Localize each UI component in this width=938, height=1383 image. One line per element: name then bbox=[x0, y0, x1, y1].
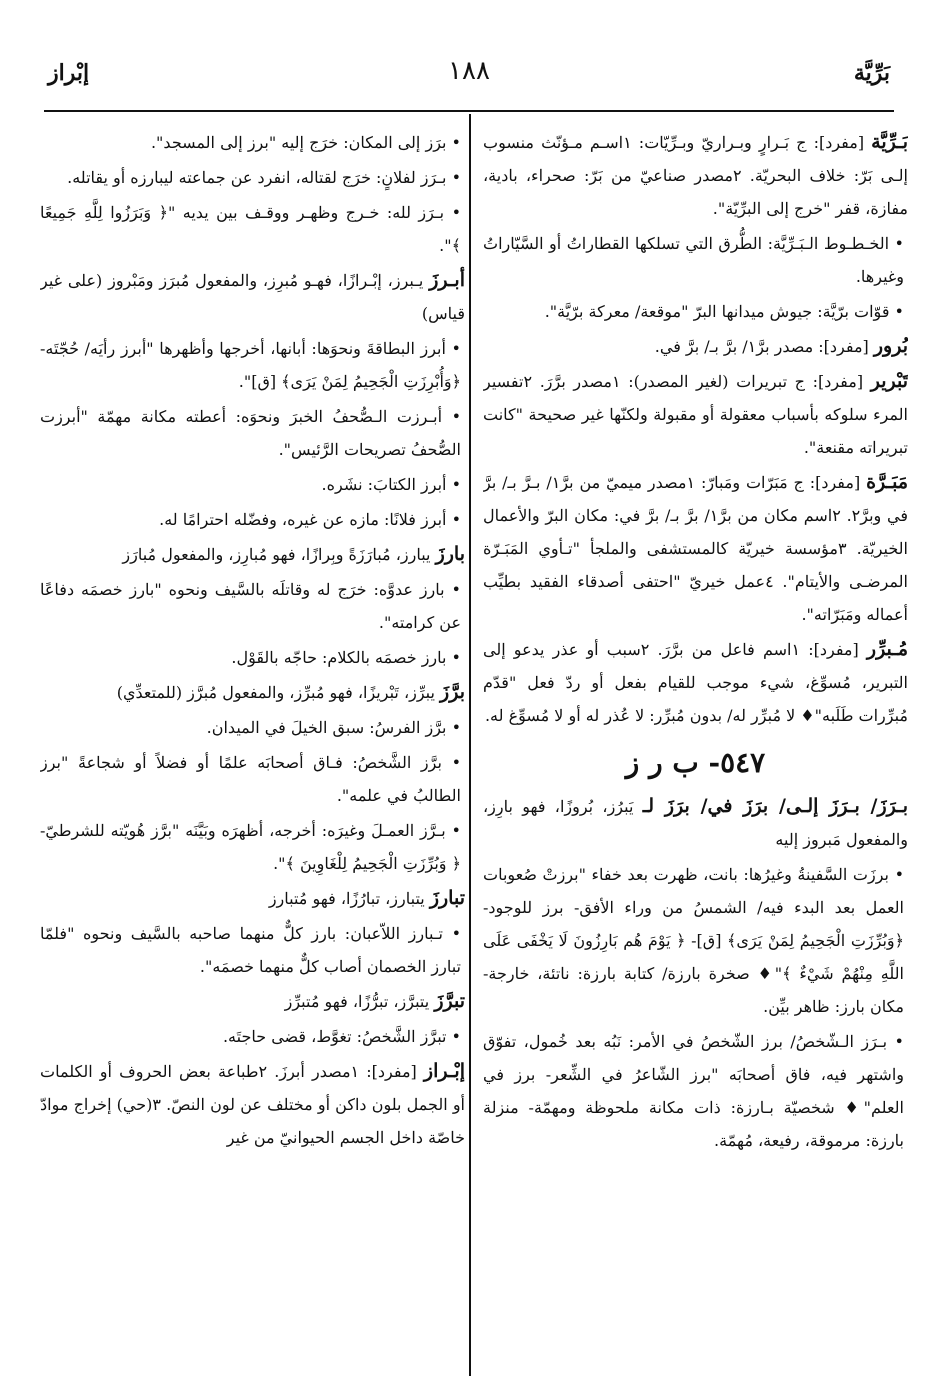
entry-text: • أبرز فلانًا: مازه عن غيره، وفضّله احترامًا له. bbox=[159, 510, 461, 529]
root-heading: ٥٤٧- ب ر ز bbox=[625, 746, 766, 779]
entry-sense bbox=[40, 746, 465, 812]
entry-lemma: أبـرزَ bbox=[429, 269, 465, 291]
dictionary-entry bbox=[483, 330, 908, 363]
dictionary-entry bbox=[483, 365, 908, 464]
entry-text: • الخـطـوط الـبَـرِّيَّة: الطُّرق التي تسلكها القطاراتُ أو السَّيّاراتُ وغيرها. bbox=[483, 234, 904, 286]
entry-text: [مفرد]: ج بَـرارٍ وبـراريّ وبـرِّيّات: ١اسـم مـؤنّث منسوب إلـى بَرّ: خلاف البحريّة. ٢مصدر صناعيّ من بَرّ: صحراء، بادية، مفازة، قفر "خرج إلى البرِّيّة". bbox=[483, 133, 908, 218]
entry-sense bbox=[40, 196, 465, 262]
entry-lemma: بارزَ bbox=[435, 543, 465, 565]
entry-text: • بـرَز لفلانٍ: خرَج لقتاله، انفرد عن جماعته ليبارزه أو يقاتله. bbox=[67, 168, 461, 187]
entry-lemma: تبرَّزَ bbox=[434, 990, 465, 1012]
entry-text: يـبرز، إبْـرازًا، فهـو مُبرِز، والمفعول مُبرَز ومَبْروز (على غير قياس) bbox=[40, 271, 465, 323]
entry-sense bbox=[40, 468, 465, 501]
header-last-headword: إبْراز bbox=[48, 60, 90, 86]
page-number: ١٨٨ bbox=[448, 56, 490, 86]
entry-text: • بـرَز الـشّخصُ/ برز الشّخصُ في الأمر: نَبُه بعد خُمول، تفوّق واشتهر فيه، فاق أصحابَه "برز الشّاعرُ في الشِّعر- برز في العلم"♦ شخصيّة بـارزة: ذات مكانة ملحوظة ومهمّة- منزلة بارزة: مرموقة، رفيعة، مُهمّة. bbox=[483, 1032, 904, 1150]
entry-text: • أبـرزت الـصُّحفُ الخبرَ ونحوَه: أعطته مكانة مهمّة "أبرزت الصُّحفُ تصريحات الرَّئيس". bbox=[40, 407, 461, 459]
entry-sense bbox=[483, 858, 908, 1023]
page-header bbox=[40, 56, 898, 96]
entry-text: [مفرد]: مصدر برَّ١/ برَّ بـ/ برَّ في. bbox=[654, 337, 869, 356]
dictionary-entry bbox=[40, 676, 465, 709]
dictionary-entry bbox=[40, 264, 465, 330]
header-rule bbox=[44, 110, 894, 112]
entry-sense bbox=[40, 711, 465, 744]
entry-text: • تبرَّز الشَّخصُ: تغوَّط، قضى حاجتَه. bbox=[222, 1027, 461, 1046]
entry-sense bbox=[483, 295, 908, 328]
dictionary-entry bbox=[483, 126, 908, 225]
entry-sense bbox=[40, 573, 465, 639]
entry-sense bbox=[40, 161, 465, 194]
entry-text: • برَز إلى المكان: خرَج إليه "برز إلى المسجد". bbox=[150, 133, 461, 152]
dictionary-entry bbox=[483, 790, 908, 856]
column-divider bbox=[469, 114, 471, 1376]
entry-sense bbox=[483, 227, 908, 293]
entry-text: يَبرُز، بُروزًا، فهو بارِز، والمفعول مَبروز إليه bbox=[483, 797, 908, 849]
entry-lemma: برَّزَ bbox=[440, 681, 465, 703]
entry-text: • بارز عدوَّه: خرَج له وقاتلَه بالسَّيف ونحوه "بارز خصمَه دفاعًا عن كرامته". bbox=[40, 580, 461, 632]
entry-text: يتبرَّز، تبرُّزًا، فهو مُتبرِّز bbox=[284, 992, 430, 1011]
entry-text: • بـرَّز العمـلَ وغيرَه: أخرجه، أظهرَه وبَيَّنَه "برَّز هُويّته للشرطيّ- ﴿ وَبُرِّزَتِ الْجَحِيمُ لِلْغَاوِينَ ﴾". bbox=[40, 821, 461, 873]
entry-lemma: إبْـراز bbox=[423, 1060, 465, 1082]
dictionary-entry bbox=[40, 985, 465, 1018]
entry-sense bbox=[40, 1020, 465, 1053]
entry-text: • برزَت السَّفينةُ وغيرُها: بانت، ظهرت بعد خفاء "برزتْ صُعوبات العمل بعد البدء فيه/ الشمسُ من وراء الأفق- برز للوجود- ﴿وَبُرِّزَتِ الْجَحِيمُ لِمَنْ يَرَى﴾ [ق]- ﴿ يَوْمَ هُم بَارِزُونَ لَا يَخْفَى عَلَى اللَّهِ مِنْهُمْ شَيْءٌ ﴾"♦ صخرة بارزة/ كتابة بارزة: ناتئة، خارجة- مكان بارز: ظاهر بيِّن. bbox=[483, 865, 905, 1016]
dictionary-entry bbox=[40, 1055, 465, 1154]
entry-sense bbox=[40, 400, 465, 466]
entry-text: • بارز خصمَه بالكلام: حاجّه بالقَوْل. bbox=[231, 648, 461, 667]
entry-text: • أبرز الكتابَ: نشَره. bbox=[321, 475, 461, 494]
entry-lemma: مُـبرِّر bbox=[866, 638, 908, 660]
entry-sense bbox=[40, 332, 465, 398]
right-column bbox=[483, 126, 908, 1366]
entry-text: • تـبارز اللاّعبان: بارز كلٌّ منهما صاحبه بالسَّيف ونحوه "فلمّا تبارز الخصمان أصاب كلٌّ منهما خصمَه". bbox=[40, 924, 461, 976]
entry-sense bbox=[40, 641, 465, 674]
entry-text: يبرِّز، تَبْريزًا، فهو مُبرِّز، والمفعول مُبرَّز (للمتعدِّي) bbox=[116, 683, 435, 702]
entry-lemma: تَبْرير bbox=[870, 370, 908, 392]
entry-sense bbox=[483, 1025, 908, 1157]
entry-lemma: بُرور bbox=[873, 335, 908, 357]
entry-lemma: مَبَـرَّة bbox=[866, 471, 908, 493]
entry-text: يتبارز، تبارُزًا، فهو مُتبارز bbox=[268, 889, 425, 908]
entry-text: • أبرز البطاقةَ ونحوَها: أبانها، أخرجها وأظهرها "أبرز رأيَه/ حُجّتَه- ﴿وَأُبْرِزَتِ الْجَحِيمُ لِمَنْ يَرَى﴾ [ق]". bbox=[40, 339, 461, 391]
entry-sense bbox=[40, 814, 465, 880]
entry-lemma: بَـرِّيَّة bbox=[871, 131, 908, 153]
entry-text: [مفرد]: ١اسم فاعل من برَّرَ. ٢سبب أو عذر يدعو إلى التبرير، مُسوِّغ، شيء موجب للقيام بفعل أو ردّ فعل "قدّم مُبرِّرات طَلَبه"♦ لا مُبرِّر له/ بدون مُبرِّر: لا عُذر له أو لا مُسوِّغ له. bbox=[483, 640, 908, 725]
entry-text: [مفرد]: ج مَبَرّات ومَبارّ: ١مصدر ميميّ من برَّ١/ بـرَّ بـ/ برَّ في وبرَّ٢. ٢اسم مكان من برَّ١/ برَّ بـ/ برَّ في: مكان البرّ والأعمال الخيريّة. ٣مؤسسة خيريّة كالمستشفى والملجأ "تـأوي المَبَـرّة المرضـى والأيتام". ٤عمل خيريّ "احتفى أصدقاء الفقيد بطيِّب أعماله ومَبَرّاته". bbox=[483, 473, 908, 624]
left-column bbox=[40, 126, 465, 1366]
entry-sense bbox=[40, 917, 465, 983]
entry-sense bbox=[40, 503, 465, 536]
entry-text: • قوّات برّيَّة: جيوش ميدانها البرّ "موقعة/ معركة برّيَّة". bbox=[544, 302, 904, 321]
entry-text: يبارز، مُبارَزَةً وبِرازًا، فهو مُبارِز، والمفعول مُبارَز bbox=[122, 545, 431, 564]
dictionary-entry bbox=[483, 466, 908, 631]
entry-text: [مفرد]: ج تبريرات (لغير المصدر): ١مصدر برَّرَ. ٢تفسير المرء سلوكه بأسباب معقولة أو مقبولة ولكنّها غير صحيحة "كانت تبريراته مقنعة". bbox=[483, 372, 908, 457]
entry-text: • برَّز الفرسُ: سبق الخيلَ في الميدان. bbox=[206, 718, 461, 737]
entry-text: [مفرد]: ١مصدر أبرزَ. ٢طباعة بعض الحروف أو الكلمات أو الجمل بلون داكن أو مختلف عن لون النصّ. ٣(حي) إخراج موادّ خاصّة داخل الجسم الحيوانيّ من غير bbox=[40, 1062, 465, 1147]
dictionary-entry bbox=[40, 538, 465, 571]
dictionary-entry bbox=[483, 633, 908, 732]
entry-sense bbox=[40, 126, 465, 159]
header-first-headword: بَرِّيَّة bbox=[853, 60, 890, 86]
entry-lemma: بـرَزَ/ بـرَزَ إلـى/ برَزَ في/ برَزَ لـ bbox=[642, 795, 908, 817]
dictionary-entry bbox=[40, 882, 465, 915]
entry-lemma: تبارزَ bbox=[429, 887, 465, 909]
entry-text: • بـرَز لله: خـرج وظهـر ووقـف بين يديه "﴿ وَبَرَزُوا لِلَّهِ جَمِيعًا ﴾". bbox=[40, 203, 461, 255]
entry-text: • برَّز الشَّخصُ: فـاق أصحابَه علمًا أو فضلاً أو شجاعةً "برز الطالبُ في علمه". bbox=[40, 753, 461, 805]
